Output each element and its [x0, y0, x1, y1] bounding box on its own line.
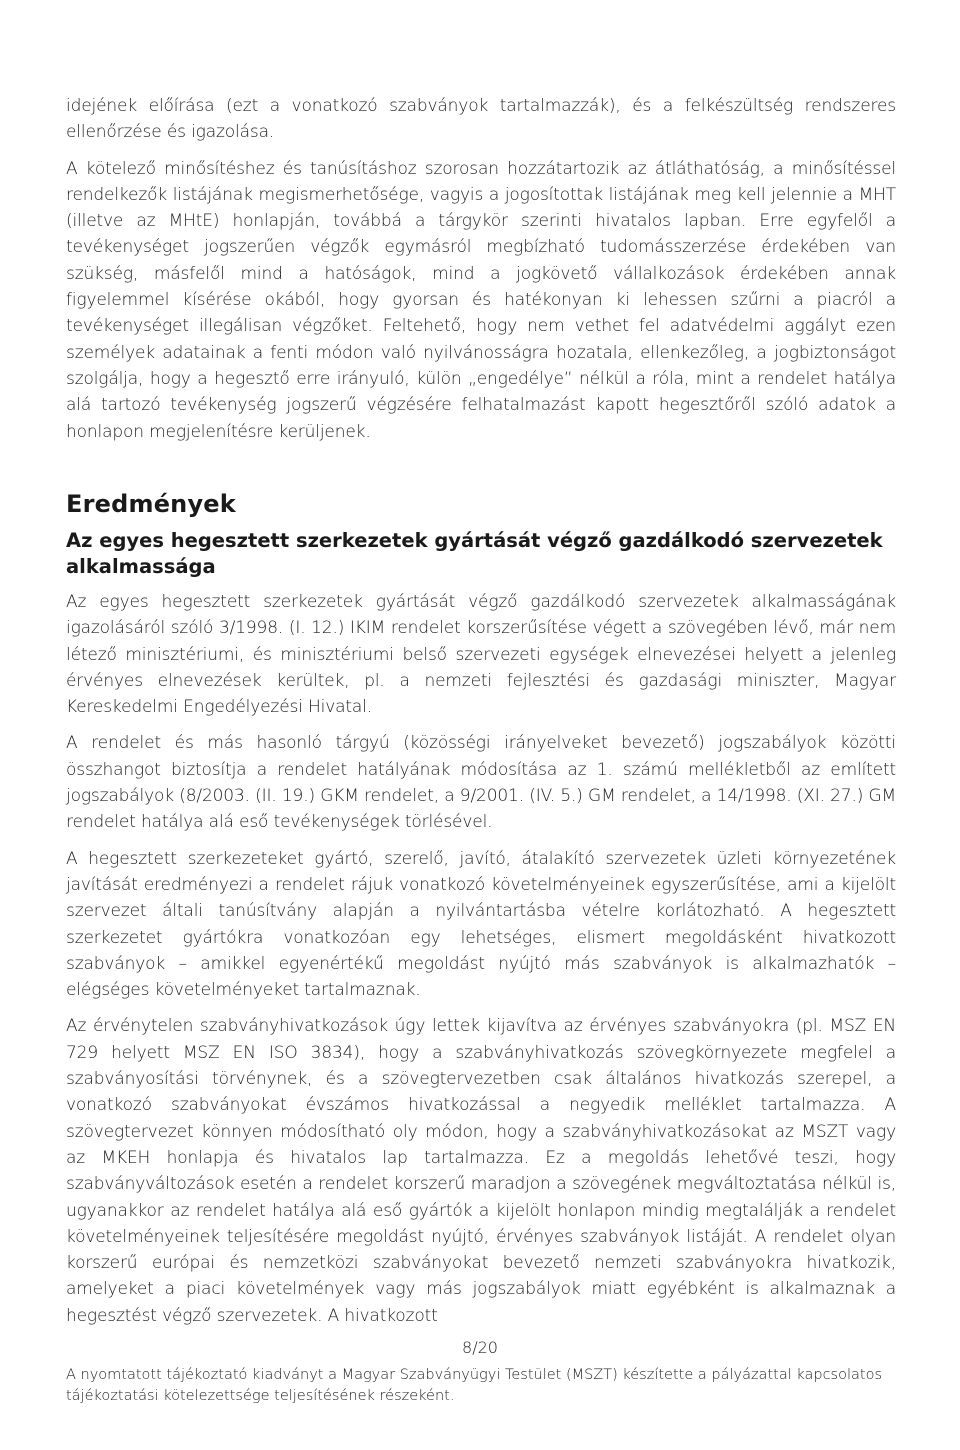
results-text: [66, 589, 896, 1329]
intro-text: [66, 93, 896, 445]
footer-note: A nyomtatott tájékoztató kiadványt a Magyar Szabványügyi Testület (MSZT) készítette a pályázattal kapcsolatos tájékoztatási kötelezettsége teljesítésének részeként.: [66, 1367, 882, 1404]
intro-paragraph-1: idejének előírása (ezt a vonatkozó szabványok tartalmazzák), és a felkészültség rendszeres ellenőrzése és igazolása.: [66, 96, 896, 143]
page-number: 8/20: [462, 1338, 498, 1357]
section-title: Eredmények: [66, 490, 236, 518]
section-subtitle: Az egyes hegesztett szerkezetek gyártását végző gazdálkodó szervezetek alkalmassága: [66, 529, 883, 578]
results-paragraph-1: Az egyes hegesztett szerkezetek gyártását végző gazdálkodó szervezetek alkalmasságának igazolásáról szóló 3/1998. (I. 12.) IKIM rendelet korszerűsítése végett a szövegében lévő, már nem létező minisztériumi, és minisztériumi belső szervezeti egységek elnevezései helyett a jelenleg érvényes elnevezések kerültek, pl. a nemzeti fejlesztési és gazdasági miniszter, Magyar Kereskedelmi Engedélyezési Hivatal.: [66, 592, 896, 718]
results-paragraph-4: Az érvénytelen szabványhivatkozások úgy lettek kijavítva az érvényes szabványokra (pl. MSZ EN 729 helyett MSZ EN ISO 3834), hogy a szabványhivatkozás szövegkörnyezete megfelel a szabványosítási törvénynek, és a szövegtervezetben csak általános hivatkozás szerepel, a vonatkozó szabványokat évszámos hivatkozással a negyedik melléklet tartalmazza. A szövegtervezet könnyen módosítható oly módon, hogy a szabványhivatkozásokat az MSZT vagy az MKEH honlapja és hivatalos lap tartalmazza. Ez a megoldás lehetővé teszi, hogy szabványváltozások esetén a rendelet korszerű maradjon a szövegének megváltoztatása nélkül is, ugyanakkor az rendelet hatálya alá eső gyártók a kijelölt honlapon mindig megtalálják a rendelet követelményeinek teljesítésére megoldást nyújtó, érvényes szabványok listáját. A rendelet olyan korszerű európai és nemzetközi szabványokat bevezető nemzeti szabványokra hivatkozik, amelyeket a piaci követelmények vagy más jogszabályok miatt egyébként is alkalmaznak a hegesztést végző szervezetek. A hivatkozott: [66, 1016, 896, 1326]
intro-paragraph-2: A kötelező minősítéshez és tanúsításhoz szorosan hozzátartozik az átláthatóság, a minősítéssel rendelkezők listájának megismerhetősége, vagyis a jogosítottak listájának meg kell jelennie a MHT (illetve az MHtE) honlapján, továbbá a tárgykör szerinti hivatalos lapban. Erre egyfelől a tevékenységet jogszerűen végzők egymásról megbízható tudomásszerzése érdekében van szükség, másfelől mind a hatóságok, mind a jogkövető vállalkozások érdekében annak figyelemmel kísérése okából, hogy gyorsan és hatékonyan ki lehessen szűrni a piacról a tevékenységet illegálisan végzőket. Feltehető, hogy nem vethet fel adatvédelmi aggályt ezen személyek adatainak a fenti módon való nyilvánosságra hozatala, ellenkezőleg, a jogbiztonságot szolgálja, hogy a hegesztő erre irányuló, külön „engedélye” nélkül a róla, mint a rendelet hatálya alá tartozó tevékenység jogszerű végzésére felhatalmazást kapott hegesztőről szóló adatok a honlapon megjelenítésre kerüljenek.: [66, 158, 896, 442]
results-paragraph-2: A rendelet és más hasonló tárgyú (közösségi irányelveket bevezető) jogszabályok közötti összhangot biztosítja a rendelet hatályának módosítása az 1. számú mellékletből az említett jogszabályok (8/2003. (II. 19.) GKM rendelet, a 9/2001. (IV. 5.) GM rendelet, a 14/1998. (XI. 27.) GM rendelet hatálya alá eső tevékenységek törlésével.: [66, 733, 896, 833]
results-paragraph-3: A hegesztett szerkezeteket gyártó, szerelő, javító, átalakító szervezetek üzleti környezetének javítását eredményezi a rendelet rájuk vonatkozó követelményeinek egyszerűsítése, ami a kijelölt szervezet általi tanúsítvány alapján a nyilvántartásba vételre korlátozható. A hegesztett szerkezetet gyártókra vonatkozóan egy lehetséges, elismert megoldásként hivatkozott szabványok – amikkel egyenértékű megoldást nyújtó más szabványok is alkalmazhatók – elégséges követelményeket tartalmaznak.: [66, 848, 896, 1001]
